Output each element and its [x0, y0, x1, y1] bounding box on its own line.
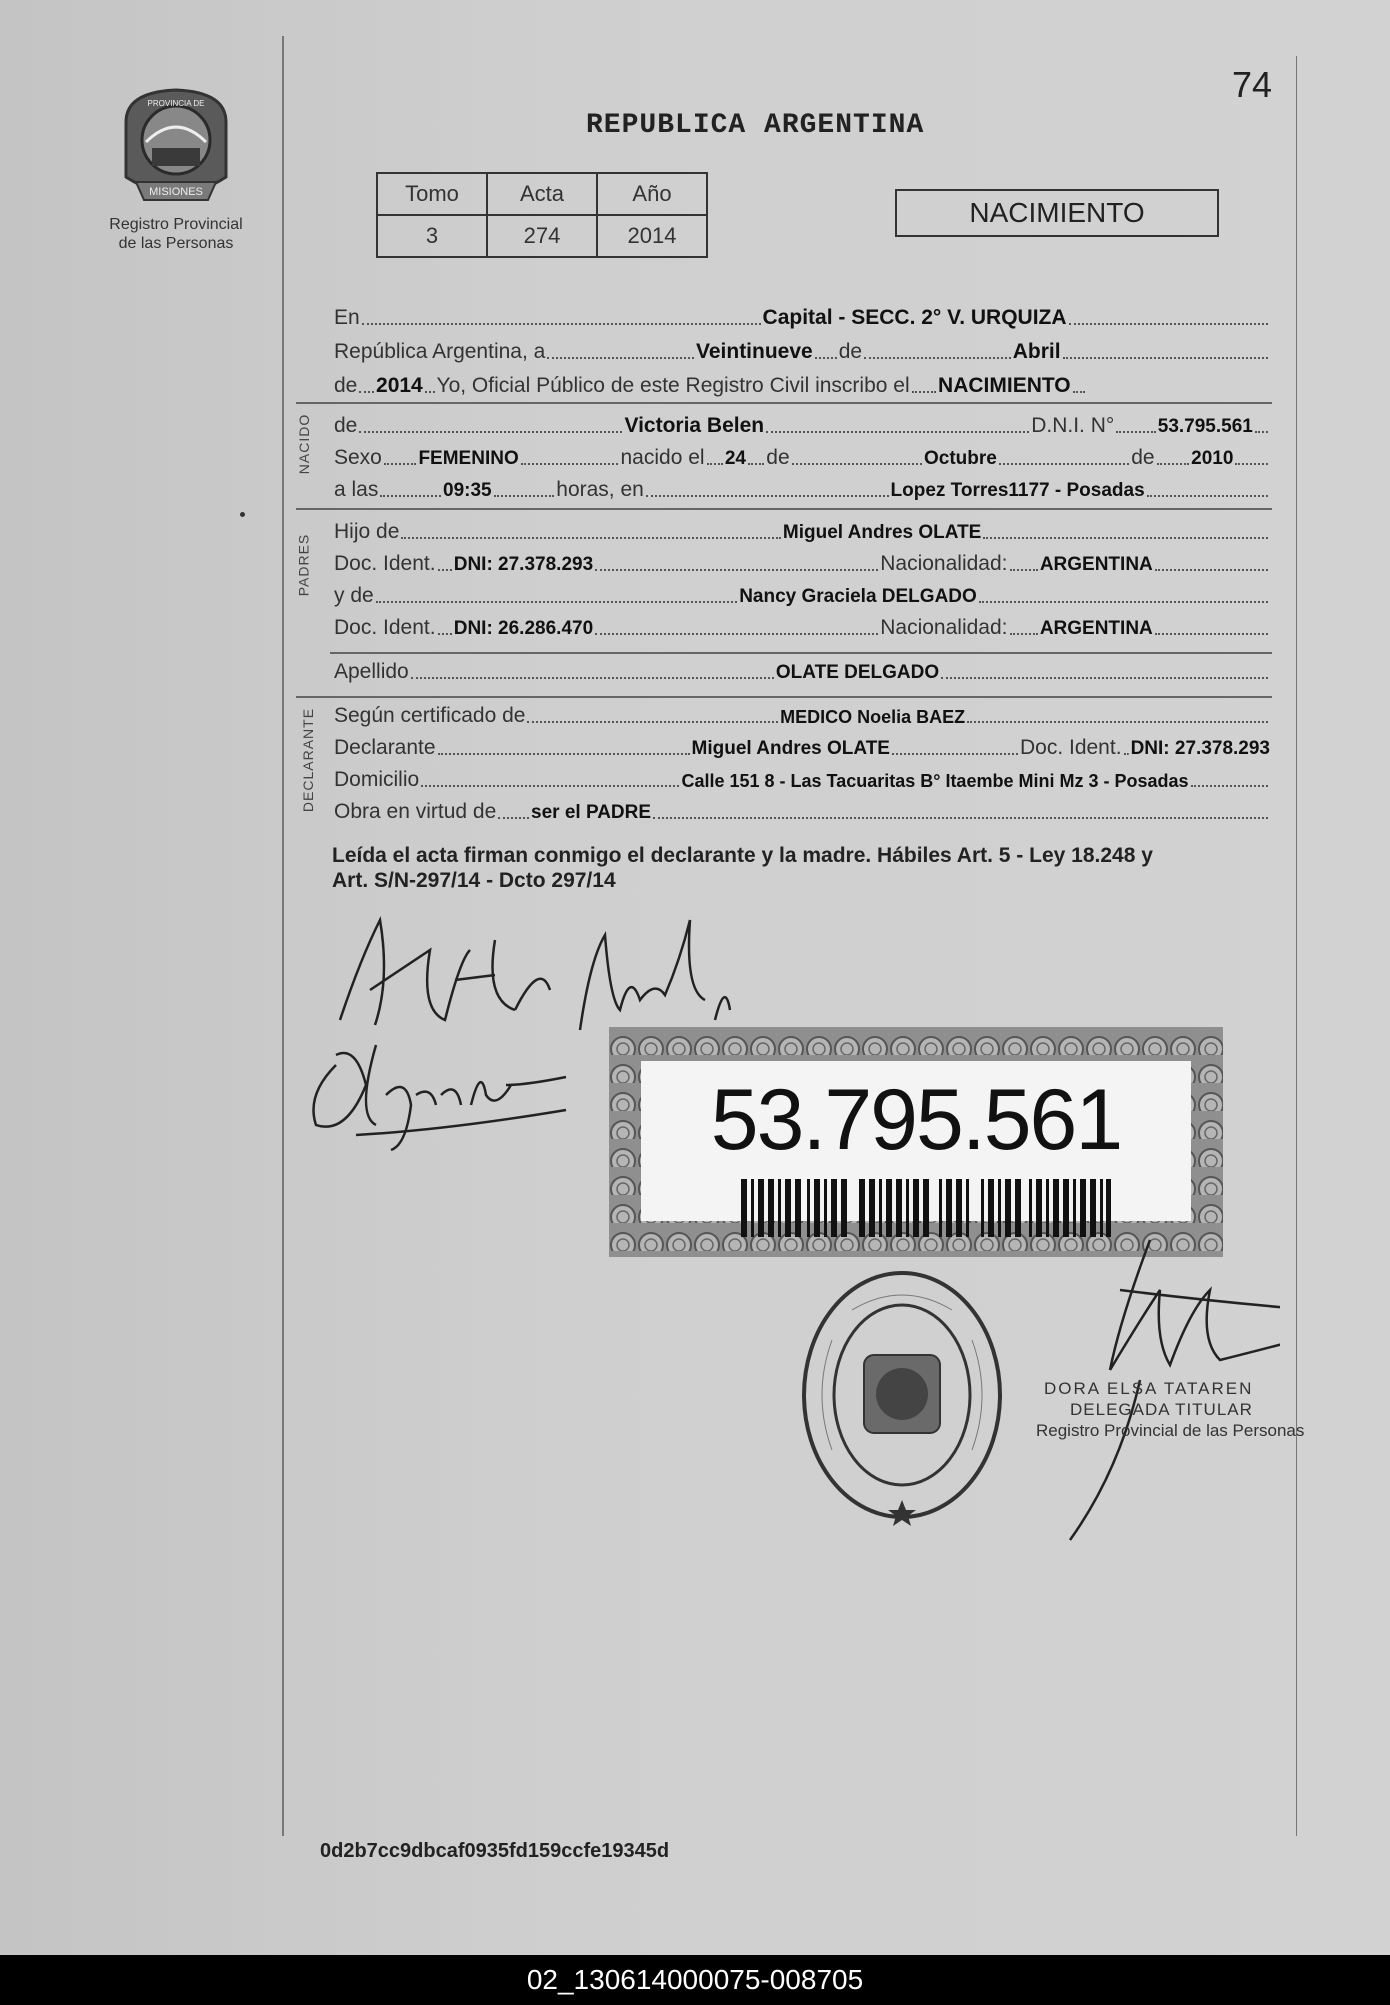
row-doc-madre [334, 610, 1270, 640]
table-value-tomo: 3 [377, 215, 487, 257]
svg-text:MISIONES: MISIONES [149, 186, 203, 198]
value-nombre: Victoria Belen [624, 414, 765, 437]
row-obra [334, 794, 1270, 824]
leader-dots [438, 749, 690, 755]
label-de-year: de [334, 374, 358, 397]
leader-dots [707, 459, 723, 465]
row-nombre [334, 408, 1270, 438]
value-lugar: Lopez Torres1177 - Posadas [890, 480, 1145, 501]
table-header-ano: Año [597, 173, 707, 215]
leader-dots [1255, 427, 1268, 433]
leader-dots [864, 353, 1011, 359]
label-de-birth-month: de [766, 446, 790, 469]
value-day: Veintinueve [696, 340, 813, 363]
leader-dots [815, 353, 837, 359]
label-domicilio: Domicilio [334, 768, 420, 791]
label-de-birth-year: de [1131, 446, 1155, 469]
value-obra: ser el PADRE [531, 802, 652, 823]
file-id: 02_130614000075-008705 [526, 1964, 864, 1995]
closing-line-2: Art. S/N-297/14 - Dcto 297/14 [332, 869, 616, 892]
label-a-las: a las [334, 478, 379, 501]
section-label-declarante: DECLARANTE [300, 707, 317, 813]
leader-dots [646, 491, 889, 497]
barcode-number: 53.795.561 [710, 1072, 1122, 1168]
leader-dots [1116, 427, 1155, 433]
leader-dots [438, 565, 452, 571]
leader-dots [438, 629, 452, 635]
leader-dots [1010, 629, 1038, 635]
label-republica: República Argentina, a [334, 340, 546, 363]
value-padre: Miguel Andres OLATE [782, 522, 982, 543]
leader-dots [376, 597, 738, 603]
table-value-ano: 2014 [597, 215, 707, 257]
value-hora: 09:35 [443, 480, 492, 501]
leader-dots [1069, 319, 1268, 325]
leader-dots [1157, 459, 1190, 465]
label-nacido-el: nacido el [620, 446, 705, 469]
row-declarante [334, 730, 1270, 760]
label-nacionalidad-padre: Nacionalidad: [880, 552, 1008, 575]
value-domicilio: Calle 151 8 - Las Tacuaritas B° Itaembe Mini Mz 3 - Posadas [681, 771, 1189, 791]
row-hijo-de [334, 514, 1270, 544]
table-header-acta: Acta [487, 173, 597, 215]
leader-dots [653, 813, 1268, 819]
ink-dot [240, 512, 245, 517]
country-title: REPUBLICA ARGENTINA [586, 110, 925, 141]
leader-dots [401, 533, 781, 539]
leader-dots [1191, 781, 1268, 787]
leader-dots [411, 673, 774, 679]
leader-dots [494, 491, 555, 497]
label-certificado: Según certificado de [334, 704, 526, 727]
leader-dots [967, 717, 1268, 723]
value-year: 2014 [376, 374, 423, 397]
official-office: Registro Provincial de las Personas [1036, 1421, 1305, 1440]
closing-statement [332, 843, 1272, 893]
label-hijo-de: Hijo de [334, 520, 400, 543]
row-apellido [334, 654, 1270, 684]
barcode-icon [741, 1179, 1111, 1237]
row-domicilio [334, 762, 1270, 792]
official-role: DELEGADA TITULAR [1070, 1400, 1253, 1419]
table-header-tomo: Tomo [377, 173, 487, 215]
leader-dots [1147, 491, 1268, 497]
label-y-de: y de [334, 584, 374, 607]
logo-line-2: de las Personas [118, 235, 234, 252]
leader-dots [1073, 387, 1085, 393]
official-name: DORA ELSA TATAREN [1044, 1379, 1254, 1398]
table-value-acta: 274 [487, 215, 597, 257]
label-declarante: Declarante [334, 736, 436, 759]
leader-dots [547, 353, 694, 359]
leader-dots [748, 459, 764, 465]
value-certificado: MEDICO Noelia BAEZ [780, 707, 966, 727]
leader-dots [421, 781, 679, 787]
svg-text:PROVINCIA DE: PROVINCIA DE [147, 99, 205, 108]
leader-dots [1124, 749, 1129, 755]
file-id-bar [0, 1955, 1390, 2005]
leader-dots [999, 459, 1129, 465]
value-acta-tipo: NACIMIENTO [938, 374, 1071, 397]
barcode-inner [641, 1061, 1191, 1221]
value-nacionalidad-madre: ARGENTINA [1039, 618, 1153, 639]
value-dni: 53.795.561 [1157, 416, 1253, 437]
row-republica [334, 334, 1270, 364]
value-en: Capital - SECC. 2° V. URQUIZA [762, 306, 1067, 329]
label-sexo: Sexo [334, 446, 382, 469]
province-seal-icon [116, 82, 236, 210]
leader-dots [912, 387, 936, 393]
dni-barcode-label [609, 1027, 1223, 1257]
label-doc-declarante: Doc. Ident. [1019, 736, 1122, 759]
leader-dots [425, 387, 435, 393]
label-de-nombre: de [334, 414, 358, 437]
official-block [1036, 1378, 1305, 1441]
logo-line-1: Registro Provincial [109, 216, 243, 233]
label-dni: D.N.I. N° [1031, 414, 1115, 437]
leader-dots [1155, 629, 1268, 635]
row-sexo [334, 440, 1270, 470]
section-label-nacido: NACIDO [296, 413, 313, 475]
leader-dots [983, 533, 1268, 539]
leader-dots [979, 597, 1268, 603]
label-nacionalidad-madre: Nacionalidad: [880, 616, 1008, 639]
registry-table [376, 172, 708, 258]
value-birth-day: 24 [724, 448, 746, 469]
leader-dots [1235, 459, 1268, 465]
leader-dots [380, 491, 441, 497]
value-sexo: FEMENINO [418, 448, 519, 469]
leader-dots [595, 629, 878, 635]
leader-dots [892, 749, 1018, 755]
row-doc-padre [334, 546, 1270, 576]
record-type-box: NACIMIENTO [895, 189, 1219, 237]
leader-dots [359, 387, 374, 393]
registry-logo [108, 82, 244, 253]
closing-line-1: Leída el acta firman conmigo el declarante y la madre. Hábiles Art. 5 - Ley 18.248 y [332, 844, 1153, 867]
leader-dots [1063, 353, 1268, 359]
value-madre: Nancy Graciela DELGADO [739, 586, 977, 607]
leader-dots [1155, 565, 1268, 571]
value-birth-year: 2010 [1191, 448, 1234, 469]
leader-dots [362, 319, 761, 325]
label-doc-madre: Doc. Ident. [334, 616, 436, 639]
leader-dots [498, 813, 529, 819]
document-hash: 0d2b7cc9dbcaf0935fd159ccfe19345d [320, 1840, 670, 1862]
label-doc-padre: Doc. Ident. [334, 552, 436, 575]
page-number: 74 [1232, 64, 1273, 105]
right-margin-line [1296, 56, 1297, 1836]
row-certificado [334, 698, 1270, 728]
label-obra: Obra en virtud de [334, 800, 497, 823]
label-de-month: de [838, 340, 863, 363]
row-hora [334, 472, 1270, 502]
value-doc-madre: DNI: 26.286.470 [453, 618, 594, 639]
leader-dots [359, 427, 622, 433]
separator [296, 402, 1272, 404]
label-apellido: Apellido [334, 660, 409, 683]
label-en: En [334, 306, 360, 329]
row-y-de [334, 578, 1270, 608]
value-doc-declarante: DNI: 27.378.293 [1130, 738, 1270, 759]
value-birth-month: Octubre [923, 448, 997, 469]
separator [296, 508, 1272, 510]
leader-dots [941, 673, 1268, 679]
leader-dots [384, 459, 417, 465]
official-stamp-icon [792, 1260, 1012, 1530]
row-en [334, 300, 1270, 330]
leader-dots [521, 459, 619, 465]
row-year [334, 368, 1270, 398]
leader-dots [792, 459, 922, 465]
value-declarante: Miguel Andres OLATE [691, 738, 890, 759]
section-label-padres: PADRES [295, 533, 312, 597]
value-doc-padre: DNI: 27.378.293 [453, 554, 594, 575]
leader-dots [1010, 565, 1038, 571]
value-apellido: OLATE DELGADO [775, 662, 940, 683]
value-month: Abril [1012, 340, 1061, 363]
leader-dots [595, 565, 878, 571]
leader-dots [527, 717, 778, 723]
left-margin-line [282, 36, 284, 1836]
label-horas-en: horas, en [556, 478, 644, 501]
label-inscribo: Yo, Oficial Público de este Registro Civil inscribo el [436, 374, 910, 397]
leader-dots [766, 427, 1029, 433]
value-nacionalidad-padre: ARGENTINA [1039, 554, 1153, 575]
signature-madre [296, 1025, 596, 1155]
